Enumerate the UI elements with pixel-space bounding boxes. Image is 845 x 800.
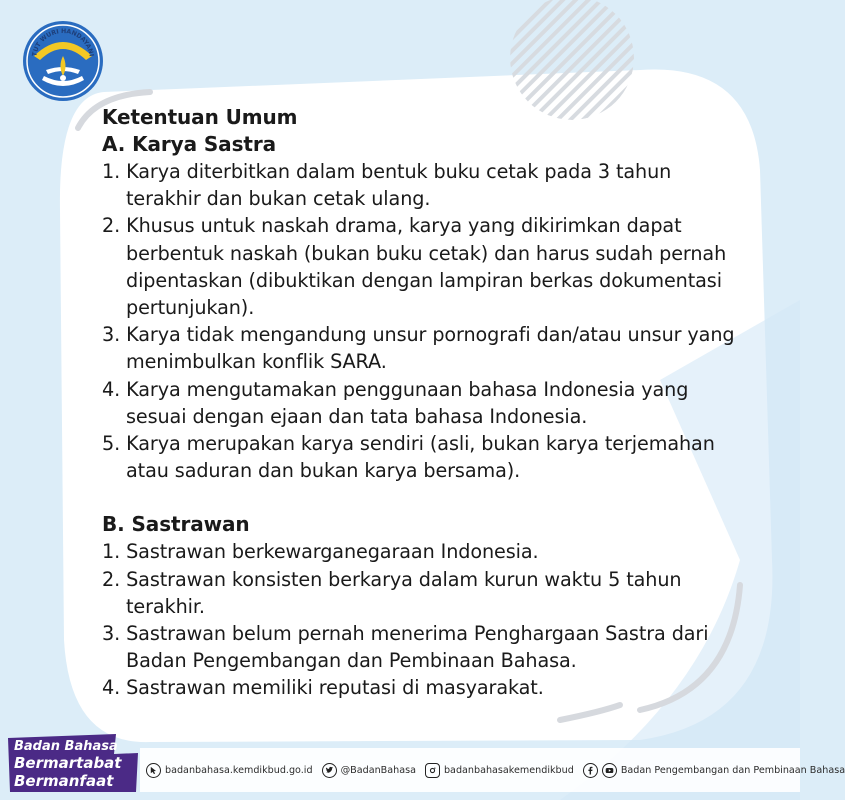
instagram-text: badanbahasakemendikbud [443,764,574,776]
list-item: 1. Sastrawan berkewarganegaraan Indonesia. [102,540,539,564]
twitter-icon [322,763,337,778]
list-item: 5. Karya merupakan karya sendiri (asli, bukan karya terjemahan atau saduran dan bukan karya bersama). [102,432,715,483]
instagram-icon [425,763,440,778]
slogan-badge [6,732,140,794]
twitter-text: @BadanBahasa [340,764,416,776]
section-heading: B. Sastrawan [102,512,250,537]
facebook-icon [583,763,598,778]
list-item: 3. Sastrawan belum pernah menerima Penghargaan Sastra dari Badan Pengembangan dan Pembinaan Bahasa. [102,622,709,673]
karya-sastra-list [102,158,742,484]
logo-ribbon-text: TUT WURI HANDAYANI [31,27,95,57]
requirements-content [102,104,742,702]
sastrawan-list [102,538,742,701]
section-karya-sastra [102,131,742,484]
pointer-icon [146,763,161,778]
slogan-line-1: Badan Bahasa [14,739,118,754]
list-item: 2. Khusus untuk naskah drama, karya yang dikirimkan dapat berbentuk naskah (bukan buku cetak) dan harus sudah pernah dipentaskan (dibuktikan dengan lampiran berkas dokumentasi pertunjukan). [102,214,727,320]
facebook-youtube-link[interactable] [583,763,845,778]
instagram-link[interactable] [425,763,574,778]
tut-wuri-handayani-logo [22,20,104,102]
website-link[interactable] [146,763,313,778]
list-item: 1. Karya diterbitkan dalam bentuk buku cetak pada 3 tahun terakhir dan bukan cetak ulang. [102,160,672,211]
slogan-line-3: Bermanfaat [14,772,114,790]
section-heading: A. Karya Sastra [102,132,276,156]
youtube-icon [602,763,617,778]
striped-circle [510,0,634,120]
list-item: 4. Sastrawan memiliki reputasi di masyarakat. [102,676,544,700]
slogan-line-2: Bermartabat [14,754,122,772]
list-item: 2. Sastrawan konsisten berkarya dalam kurun waktu 5 tahun terakhir. [102,567,682,618]
page-title: Ketentuan Umum [102,105,298,129]
section-sastrawan [102,511,742,701]
website-text: badanbahasa.kemdikbud.go.id [165,764,313,776]
facebook-youtube-text: Badan Pengembangan dan Pembinaan Bahasa [620,764,845,776]
list-item: 3. Karya tidak mengandung unsur pornografi dan/atau unsur yang menimbulkan konflik SARA. [102,323,735,374]
list-item: 4. Karya mengutamakan penggunaan bahasa Indonesia yang sesuai dengan ejaan dan tata bahasa Indonesia. [102,377,689,428]
footer-contacts [146,758,845,782]
twitter-link[interactable] [322,763,416,778]
